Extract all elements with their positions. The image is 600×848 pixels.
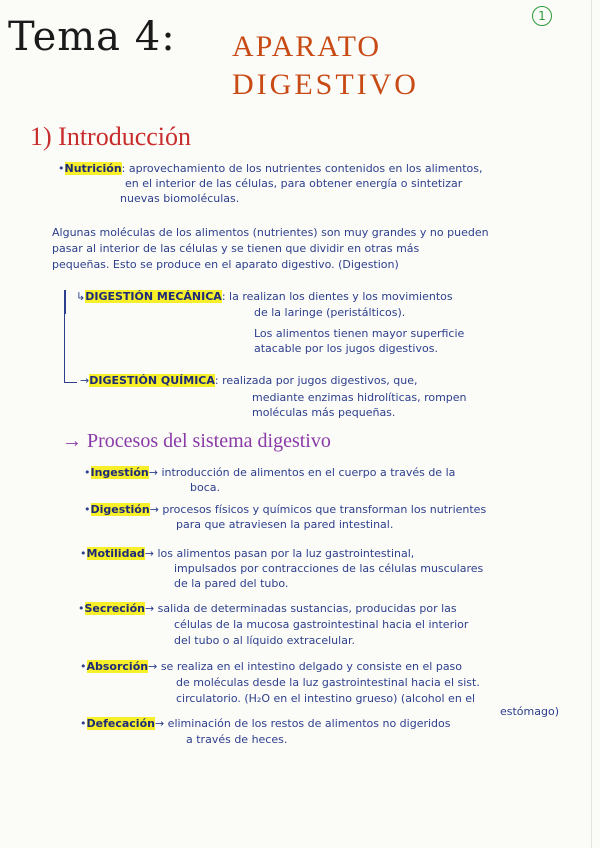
- proceso-item-ingestion: [84, 466, 455, 479]
- proceso-text: → salida de determinadas sustancias, producidas por las: [144, 602, 457, 615]
- procesos-heading: → Procesos del sistema digestivo: [62, 430, 331, 452]
- proceso-term: Defecación: [86, 717, 155, 730]
- proceso-item-defecacion: [80, 717, 451, 730]
- proceso-text: → los alimentos pasan por la luz gastrointestinal,: [144, 547, 415, 560]
- proceso-line: de la pared del tubo.: [174, 577, 289, 590]
- proceso-item-secrecion: [78, 602, 457, 615]
- proceso-text: → introducción de alimentos en el cuerpo a través de la: [148, 466, 456, 479]
- proceso-term: Absorción: [86, 660, 149, 673]
- digestion-quimica-term: DIGESTIÓN QUÍMICA: [89, 374, 215, 387]
- proceso-line: boca.: [190, 481, 220, 494]
- digestion-mecanica-text: : la realizan los dientes y los movimientos: [221, 290, 453, 303]
- intro-paragraph-line-1: Algunas moléculas de los alimentos (nutrientes) son muy grandes y no pueden: [52, 226, 489, 239]
- arrow-icon: ↳: [76, 290, 86, 303]
- digestion-mecanica-line-2: de la laringe (peristálticos).: [254, 306, 406, 319]
- proceso-line: a través de heces.: [186, 733, 288, 746]
- intro-paragraph-line-2: pasar al interior de las células y se tienen que dividir en otras más: [52, 242, 420, 255]
- bullet: •: [80, 547, 87, 560]
- digestion-mecanica-line-3: Los alimentos tienen mayor superficie: [254, 327, 465, 340]
- nutricion-line-1: [58, 162, 482, 175]
- intro-paragraph-line-3: pequeñas. Esto se produce en el aparato digestivo. (Digestion): [52, 258, 399, 271]
- digestion-mecanica-term: DIGESTIÓN MECÁNICA: [85, 290, 222, 303]
- title-aparato: APARATO: [232, 30, 382, 63]
- proceso-line: impulsados por contracciones de las células musculares: [174, 562, 484, 575]
- proceso-item-absorcion: [80, 660, 462, 673]
- title-digestivo: DIGESTIVO: [232, 68, 419, 101]
- proceso-line: estómago): [500, 705, 560, 718]
- digestion-mecanica-line-4: atacable por los jugos digestivos.: [254, 342, 438, 355]
- proceso-line: del tubo o al líquido extracelular.: [174, 634, 355, 647]
- digestion-quimica-text: : realizada por jugos digestivos, que,: [214, 374, 418, 387]
- bullet: •: [84, 503, 91, 516]
- proceso-line: para que atraviesen la pared intestinal.: [176, 518, 394, 531]
- proceso-text: → eliminación de los restos de alimentos no digeridos: [154, 717, 451, 730]
- proceso-text: → se realiza en el intestino delgado y consiste en el paso: [148, 660, 463, 673]
- page-title: Tema 4:: [8, 14, 176, 60]
- proceso-text: → procesos físicos y químicos que transforman los nutrientes: [149, 503, 487, 516]
- proceso-line: de moléculas desde la luz gastrointestinal hacia el sist.: [176, 676, 480, 689]
- nutricion-line-3: nuevas biomoléculas.: [120, 192, 240, 205]
- bullet: •: [80, 660, 87, 673]
- digestion-quimica-line-2: mediante enzimas hidrolíticas, rompen: [252, 391, 467, 404]
- digestion-quimica-line-1: [80, 374, 418, 387]
- page-number: 1: [532, 6, 552, 26]
- proceso-term: Digestión: [90, 503, 150, 516]
- proceso-term: Secreción: [84, 602, 145, 615]
- bullet: •: [78, 602, 85, 615]
- section-heading-introduccion: 1) Introducción: [30, 122, 192, 151]
- bullet: •: [58, 162, 65, 175]
- digestion-mecanica-line-1: [76, 290, 453, 303]
- bullet: •: [84, 466, 91, 479]
- arrow-icon: →: [80, 374, 90, 387]
- nutricion-text: : aprovechamiento de los nutrientes contenidos en los alimentos,: [121, 162, 483, 175]
- proceso-term: Motilidad: [86, 547, 145, 560]
- nutricion-term: Nutrición: [64, 162, 122, 175]
- nutricion-line-2: en el interior de las células, para obtener energía o sintetizar: [125, 177, 463, 190]
- proceso-item-motilidad: [80, 547, 414, 560]
- bracket-line: [64, 312, 77, 383]
- proceso-line: circulatorio. (H₂O en el intestino grueso) (alcohol en el: [176, 692, 476, 705]
- proceso-term: Ingestión: [90, 466, 149, 479]
- bracket-line: [64, 290, 66, 314]
- page-edge: [591, 0, 592, 848]
- proceso-line: células de la mucosa gastrointestinal hacia el interior: [174, 618, 469, 631]
- bullet: •: [80, 717, 87, 730]
- digestion-quimica-line-3: moléculas más pequeñas.: [252, 406, 396, 419]
- proceso-item-digestion: [84, 503, 486, 516]
